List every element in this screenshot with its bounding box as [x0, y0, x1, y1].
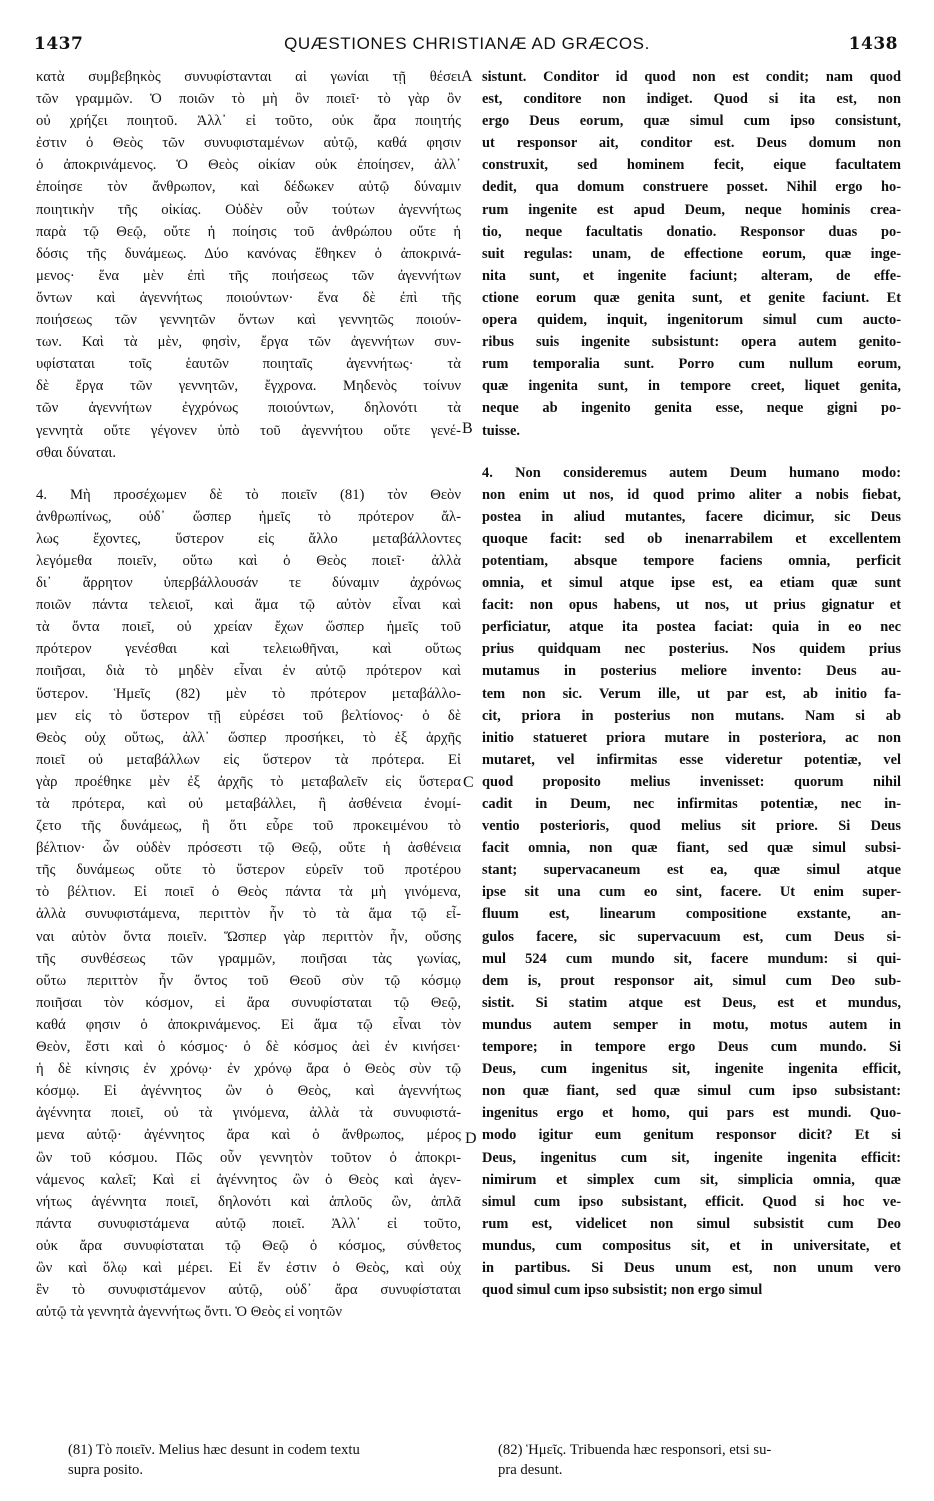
latin_column-line: stant; supervacaneum est ea, quæ simul atque	[482, 862, 901, 879]
greek_column-line: τῶν γραμμῶν. Ὁ ποιῶν τὸ μὴ ὂν ποιεῖ· τὸ γὰρ ὂν	[36, 91, 461, 108]
greek_column-line: δὲ ἔργα τῶν γεννητῶν, ἔγχρονα. Μηδενὸς τοίνυν	[36, 378, 461, 395]
greek_column-line: μενος· ἕνα μὲν ἐπὶ τῆς ποιήσεως τῶν ἀγεννήτων	[36, 267, 461, 284]
latin_column-line: Deus, cum ingenitus sit, ingenite ingenita efficit,	[482, 1061, 901, 1078]
latin_column-line: 4. Non consideremus autem Deum humano modo:	[482, 464, 901, 481]
greek_column-line: σθαι δύναται.	[36, 444, 117, 461]
greek_column-line: γεννητὰ οὔτε γέγονεν ὑπὸ τοῦ ἀγεννήτου οὔτε γενέ-	[36, 422, 461, 439]
latin_column-line: modo igitur eum genitum responsor dicit? Et si	[482, 1127, 901, 1144]
latin_column-line: quod proposito melius invenisset: quorum nihil	[482, 773, 901, 790]
latin_column-line: ergo Deus eorum, quæ simul cum ipso consistunt,	[482, 113, 901, 130]
latin_column-line: dedit, qua domum construere posset. Nihil ergo ho-	[482, 179, 901, 196]
greek_column-line: κατὰ συμβεβηκὸς συνυφίστανται αἱ γωνίαι τῇ θέσει	[36, 69, 461, 85]
greek_column-line: οὐκ ἄρα συνυφίσταται τῷ Θεῷ ὁ κόσμος, σύνθετος	[36, 1237, 461, 1254]
latin_column-line: ut responsor ait, conditor est. Deus domum non	[482, 135, 901, 152]
greek_column-line: οὕτω περιττὸν ἦν ὄντος τοῦ Θεοῦ σὺν τῷ κόσμῳ	[36, 972, 461, 989]
latin_column-line: nita sunt, et ingenite faciunt; alteram, de effe-	[482, 267, 901, 284]
latin_column-line: dem is, prout responsor ait, simul cum Deo sub-	[482, 972, 901, 989]
greek_column-line: πάντα συνυφιστάμενα αὐτῷ ποιεῖ. Ἀλλ᾽ εἰ τοῦτο,	[36, 1215, 461, 1232]
latin_column-line: fluum est, linearum compositione exstante, an-	[482, 906, 901, 923]
greek_column-line: ὢν καὶ ὅλῳ καὶ μέρει. Εἰ ἕν ἐστιν ὁ Θεὸς, καὶ οὐχ	[36, 1259, 461, 1276]
greek_column-line: δι᾽ ἄρρητον ὑπερβάλλουσάν τε δύναμιν ἀχρόνως	[36, 575, 461, 592]
greek_column-line: ποιήσεως τῶν γεννητῶν ὄντων καὶ γεννητῶς ποιούν-	[36, 312, 461, 329]
greek_column-line: ἀλλὰ συνυφιστάμενα, περιττὸν ἦν τὸ τὰ ἅμα τῷ εἶ-	[36, 906, 461, 923]
latin_column-line: facit: non opus habens, ut nos, ut prius gignatur et	[482, 597, 901, 614]
greek_column-line: των. Καὶ τὰ μὲν, φησὶν, ἔργα τῶν ἀγεννήτων συν-	[36, 334, 461, 351]
greek_column-line: ἀνθρωπίνως, οὐδ᾽ ὥσπερ ἡμεῖς τὸ πρότερον ἄλ-	[36, 508, 461, 525]
latin_column-line: mul 524 cum mundo sit, facere mundum: si qui-	[482, 950, 901, 967]
latin_column-line: mutaret, vel infirmitas esse videretur potentiæ, vel	[482, 751, 901, 768]
latin_column-line: ctione eorum quæ genita sunt, et genite faciunt. Et	[482, 289, 901, 306]
footnote-line: supra posito.	[68, 1462, 144, 1478]
latin_column-line: sistunt. Conditor id quod non est condit; nam quod	[482, 69, 901, 85]
greek_column-line: αὐτῷ τὰ γεννητὰ ἀγεννήτως ὄντι. Ὁ Θεὸς εἰ νοητῶν	[36, 1304, 342, 1321]
latin_column-line: non enim ut nos, id quod primo aliter a nobis fiebat,	[482, 486, 901, 503]
latin_column-line: quod simul cum ipso subsistit; non ergo simul	[482, 1282, 763, 1299]
footnote-line: (82) Ἡμεῖς. Tribuenda hæc responsori, etsi su-	[498, 1442, 772, 1458]
greek-text-column	[36, 66, 461, 1323]
margin-letter-a: A	[461, 68, 473, 85]
latin_column-line: tempore; in tempore ergo Deus cum mundo. Si	[482, 1039, 901, 1056]
greek_column-line: ποιῆσαι τὸν κόσμον, εἰ ἄρα συνυφίσταται τῷ Θεῷ,	[36, 994, 461, 1011]
greek_column-line: πρότερον γενέσθαι καὶ τελειωθῆναι, καὶ οὕτως	[36, 641, 461, 658]
footnote-line: (81) Τὸ ποιεῖν. Melius hæc desunt in codem textu	[68, 1442, 360, 1458]
greek_column-line: 4. Μὴ προσέχωμεν δὲ τὸ ποιεῖν (81) τὸν Θεὸν	[36, 486, 461, 503]
greek_column-line: ἐποίησε τὸν ἄνθρωπον, καὶ δέδωκεν αὐτῷ δύναμιν	[36, 179, 461, 196]
paragraph-gap	[482, 442, 901, 462]
greek_column-line: ζετο τῆς δυνάμεως, ἢ ὅτι εὗρε τοῦ προκειμένου τὸ	[36, 818, 461, 835]
latin_column-line: tio, neque facultatis donatio. Responsor duas po-	[482, 223, 901, 240]
latin_column-line: in partibus. Si Deus unum est, non unum vero	[482, 1259, 901, 1276]
greek_column-line: ἓν τὸ συνυφιστάμενον αὐτῷ, οὐδ᾽ ἄρα συνυφίσταται	[36, 1282, 461, 1299]
latin-text-column	[482, 66, 901, 1301]
greek_column-line: ὄντων καὶ ἀγεννήτως ποιούντων· ἕνα δὲ ἐπὶ τῆς	[36, 289, 461, 306]
latin_column-line: sistit. Si statim atque est Deus, est et mundus,	[482, 994, 901, 1011]
page-number-left: 1437	[34, 34, 84, 54]
running-title: QUÆSTIONES CHRISTIANÆ AD GRÆCOS.	[284, 34, 650, 53]
latin_column-line: ingenitus ergo et homo, qui pars est mundi. Quo-	[482, 1105, 901, 1122]
greek_column-line: τὸ βέλτιον. Εἰ ποιεῖ ὁ Θεὸς πάντα τὰ μὴ γινόμενα,	[36, 884, 461, 901]
latin_column-line: opera quidem, inquit, ingenitorum simul cum aucto-	[482, 312, 901, 329]
latin_column-line: cadit in Deum, nec infirmitas potentiæ, nec in-	[482, 796, 901, 812]
latin_column-line: facit omnia, non quæ fiant, sed quæ simul subsi-	[482, 840, 901, 857]
footnote-81	[68, 1440, 463, 1480]
paragraph-gap	[36, 464, 461, 484]
greek_column-line: νήτως ἀγέννητα ποιεῖ, δηλονότι καὶ ἁπλοῦς ὢν, ἁπλᾶ	[36, 1193, 461, 1210]
greek_column-line: ναι αὐτὸν ὄντα ποιεῖν. Ὥσπερ γὰρ περιττὸν ἦν, οὔσης	[36, 928, 461, 945]
margin-letter-b: B	[462, 420, 473, 437]
greek_column-line: γὰρ προέθηκε μὲν ἐξ ἀρχῆς τὸ μεταβαλεῖν εἰς ὕστερα	[36, 773, 461, 790]
greek_column-line: ὢν τοῦ κόσμου. Πῶς οὖν γεννητὸν τοῦτον ὁ ἀποκρι-	[36, 1149, 461, 1166]
greek_column-line: δόσις τῆς δυνάμεως. Δύο κανόνας ἔθηκεν ὁ ἀποκρινά-	[36, 245, 461, 262]
latin_column-line: tuisse.	[482, 422, 520, 439]
greek_column-line: νάμενος καλεῖ; Καὶ εἰ ἀγέννητος ὢν ὁ Θεὸς καὶ ἀγεν-	[36, 1171, 461, 1188]
greek_column-line: ποιητικὴν τῆς οἰκίας. Οὐδὲν οὖν τούτων ἀγεννήτως	[36, 201, 461, 218]
latin_column-line: omnia, et simul atque ipse est, ea etiam quæ sunt	[482, 575, 901, 592]
greek_column-line: τῆς δυνάμεως οὔτε τὸ ὕστερον εὑρεῖν τοῦ προτέρου	[36, 862, 461, 879]
footnote-line: pra desunt.	[498, 1462, 563, 1478]
greek_column-line: οὐ χρήζει ποιητοῦ. Ἀλλ᾽ εἰ τοῦτο, οὐκ ἄρα ποιητής	[36, 113, 461, 130]
greek_column-line: κόσμῳ. Εἰ ἀγέννητος ὢν ὁ Θεὸς, καὶ ἀγεννήτως	[36, 1083, 461, 1100]
greek_column-line: ἡ δὲ κίνησις ἐν χρόνῳ· ἐν χρόνῳ ἄρα ὁ Θεὸς σὺν τῷ	[36, 1061, 461, 1078]
greek_column-line: μεν εἰς τὸ ὕστερον τῇ εὑρέσει τοῦ βελτίονος· ὁ δὲ	[36, 707, 461, 724]
greek_column-line: Θεὸν, ἔστι καὶ ὁ κόσμος· ὁ δὲ κόσμος ἀεὶ ἐν κινήσει·	[36, 1039, 461, 1056]
latin_column-line: initio statueret priora mutare in posteriora, ac non	[482, 729, 901, 746]
greek_column-line: Θεὸς οὐχ οὕτως, ἀλλ᾽ ὥσπερ προσήκει, τὸ ἐξ ἀρχῆς	[36, 729, 461, 746]
latin_column-line: construxit, sed hominem fecit, eique facultatem	[482, 157, 901, 174]
greek_column-line: υφίσταται τοῖς ἑαυτῶν ποιηταῖς ἀγεννήτως· τὰ	[36, 356, 461, 373]
greek_column-line: λως ἔχοντες, ὕστερον εἰς ἄλλο μεταβάλλοντες	[36, 530, 461, 547]
greek_column-line: ποιῆσαι, διὰ τὸ μηδὲν εἶναι ἐν αὐτῷ πρότερον καὶ	[36, 663, 461, 680]
margin-letter-c: C	[463, 774, 474, 791]
latin_column-line: non quæ fiant, sed quæ simul cum ipso subsistant:	[482, 1083, 901, 1100]
latin_column-line: mundus autem semper in motu, motus autem in	[482, 1016, 901, 1033]
greek_column-line: μενα αὐτῷ· ἀγέννητος ἄρα καὶ ὁ ἄνθρωπος, μέρος	[36, 1127, 461, 1144]
latin_column-line: mundus, cum compositus sit, et in universitate, et	[482, 1237, 901, 1254]
footnote-82	[498, 1440, 900, 1480]
latin_column-line: neque ab ingenito genita esse, neque gigni po-	[482, 400, 901, 417]
greek_column-line: ἀγέννητα ποιεῖ, οὐ τὰ γινόμενα, ἀλλὰ τὰ συνυφιστά-	[36, 1105, 461, 1122]
latin_column-line: gulos facere, sic supervacuum est, cum Deus si-	[482, 928, 901, 945]
margin-letter-d: D	[465, 1130, 477, 1147]
greek_column-line: τῶν ἀγεννήτων ἐγχρόνως ποιούντων, δηλονότι τὰ	[36, 400, 461, 417]
latin_column-line: rum est, videlicet non simul subsistit cum Deo	[482, 1215, 901, 1232]
greek_column-line: ποιῶν πάντα τελειοῖ, καὶ ἅμα τῷ αὐτὸν εἶναι καὶ	[36, 597, 461, 614]
page-number-right: 1438	[848, 34, 898, 54]
greek_column-line: παρὰ τῷ Θεῷ, οὔτε ἡ ποίησις τοῦ ἀνθρώπου οὔτε ἡ	[36, 223, 461, 240]
greek_column-line: τὰ ὄντα ποιεῖ, οὐ χρείαν ἔχων ὥσπερ ἡμεῖς τοῦ	[36, 619, 461, 636]
latin_column-line: cit, priora in posterius non mutans. Nam si ab	[482, 707, 901, 724]
greek_column-line: τὰ πρότερα, καὶ οὐ μεταβάλλει, ἢ ἀσθένεια ἐνομί-	[36, 796, 461, 812]
greek_column-line: ὁ ἀποκρινάμενος. Ὁ Θεὸς οἰκίαν οὐκ ἐποίησεν, ἀλλ᾽	[36, 157, 461, 174]
greek_column-line: ἐστιν ὁ Θεὸς τῶν συνυφισταμένων αὐτῷ, καθά φησιν	[36, 135, 461, 152]
latin_column-line: rum ingenite est apud Deum, neque hominis crea-	[482, 201, 901, 218]
latin_column-line: tem non sic. Verum ille, ut par est, ab initio fa-	[482, 685, 901, 702]
latin_column-line: quæ ingenita sunt, in tempore creet, liquet genita,	[482, 378, 901, 395]
latin_column-line: ventio posterioris, quod melius sit priore. Si Deus	[482, 818, 901, 835]
greek_column-line: ὕστερον. Ἡμεῖς (82) μὲν τὸ πρότερον μεταβάλλο-	[36, 685, 461, 702]
greek_column-line: τῆς συνθέσεως τῶν γραμμῶν, ποιῆσαι τὰς γωνίας,	[36, 950, 461, 967]
greek_column-line: βέλτιον· ὧν οὐδὲν πρόσεστι τῷ Θεῷ, οὔτε ἡ ἀσθένεια	[36, 840, 461, 857]
latin_column-line: est, conditore non indiget. Quod si ita est, non	[482, 91, 901, 108]
latin_column-line: quoque facit: sed ob inenarrabilem et excellentem	[482, 530, 901, 547]
latin_column-line: potentiam, absque tempore faciens omnia, perficit	[482, 552, 901, 569]
latin_column-line: Deus, ingenitus cum sit, ingenite ingenita efficit:	[482, 1149, 901, 1166]
greek_column-line: ποιεῖ οὐ μεταβάλλων εἰς ὕστερον τὰ πρότερα. Εἰ	[36, 751, 461, 768]
latin_column-line: mutamus in posterius meliore invento: Deus au-	[482, 663, 901, 680]
latin_column-line: postea in aliud mutantes, facere dicimur, sic Deus	[482, 508, 901, 525]
latin_column-line: suit regulas: unam, de effectione eorum, quæ inge-	[482, 245, 901, 262]
latin_column-line: ribus suis ingenite subsistunt: opera autem genito-	[482, 334, 901, 351]
latin_column-line: ipse sit una cum eo sint, facere. Ut enim super-	[482, 884, 901, 901]
latin_column-line: perficiatur, atque ita postea faciat: quia in eo nec	[482, 619, 901, 636]
greek_column-line: καθά φησιν ὁ ἀποκρινάμενος. Εἰ ἅμα τῷ εἶναι τὸν	[36, 1016, 461, 1033]
greek_column-line: λεγόμεθα ποιεῖν, οὕτω καὶ ὁ Θεὸς ποιεῖ· ἀλλὰ	[36, 552, 461, 569]
latin_column-line: nimirum et simplex cum sit, simplicia omnia, quæ	[482, 1171, 901, 1188]
latin_column-line: rum temporalia sunt. Porro cum nullum eorum,	[482, 356, 901, 373]
latin_column-line: prius quidquam nec posterius. Nos quidem prius	[482, 641, 901, 658]
latin_column-line: simul cum ipso subsistant, efficit. Quod si hoc ve-	[482, 1193, 901, 1210]
